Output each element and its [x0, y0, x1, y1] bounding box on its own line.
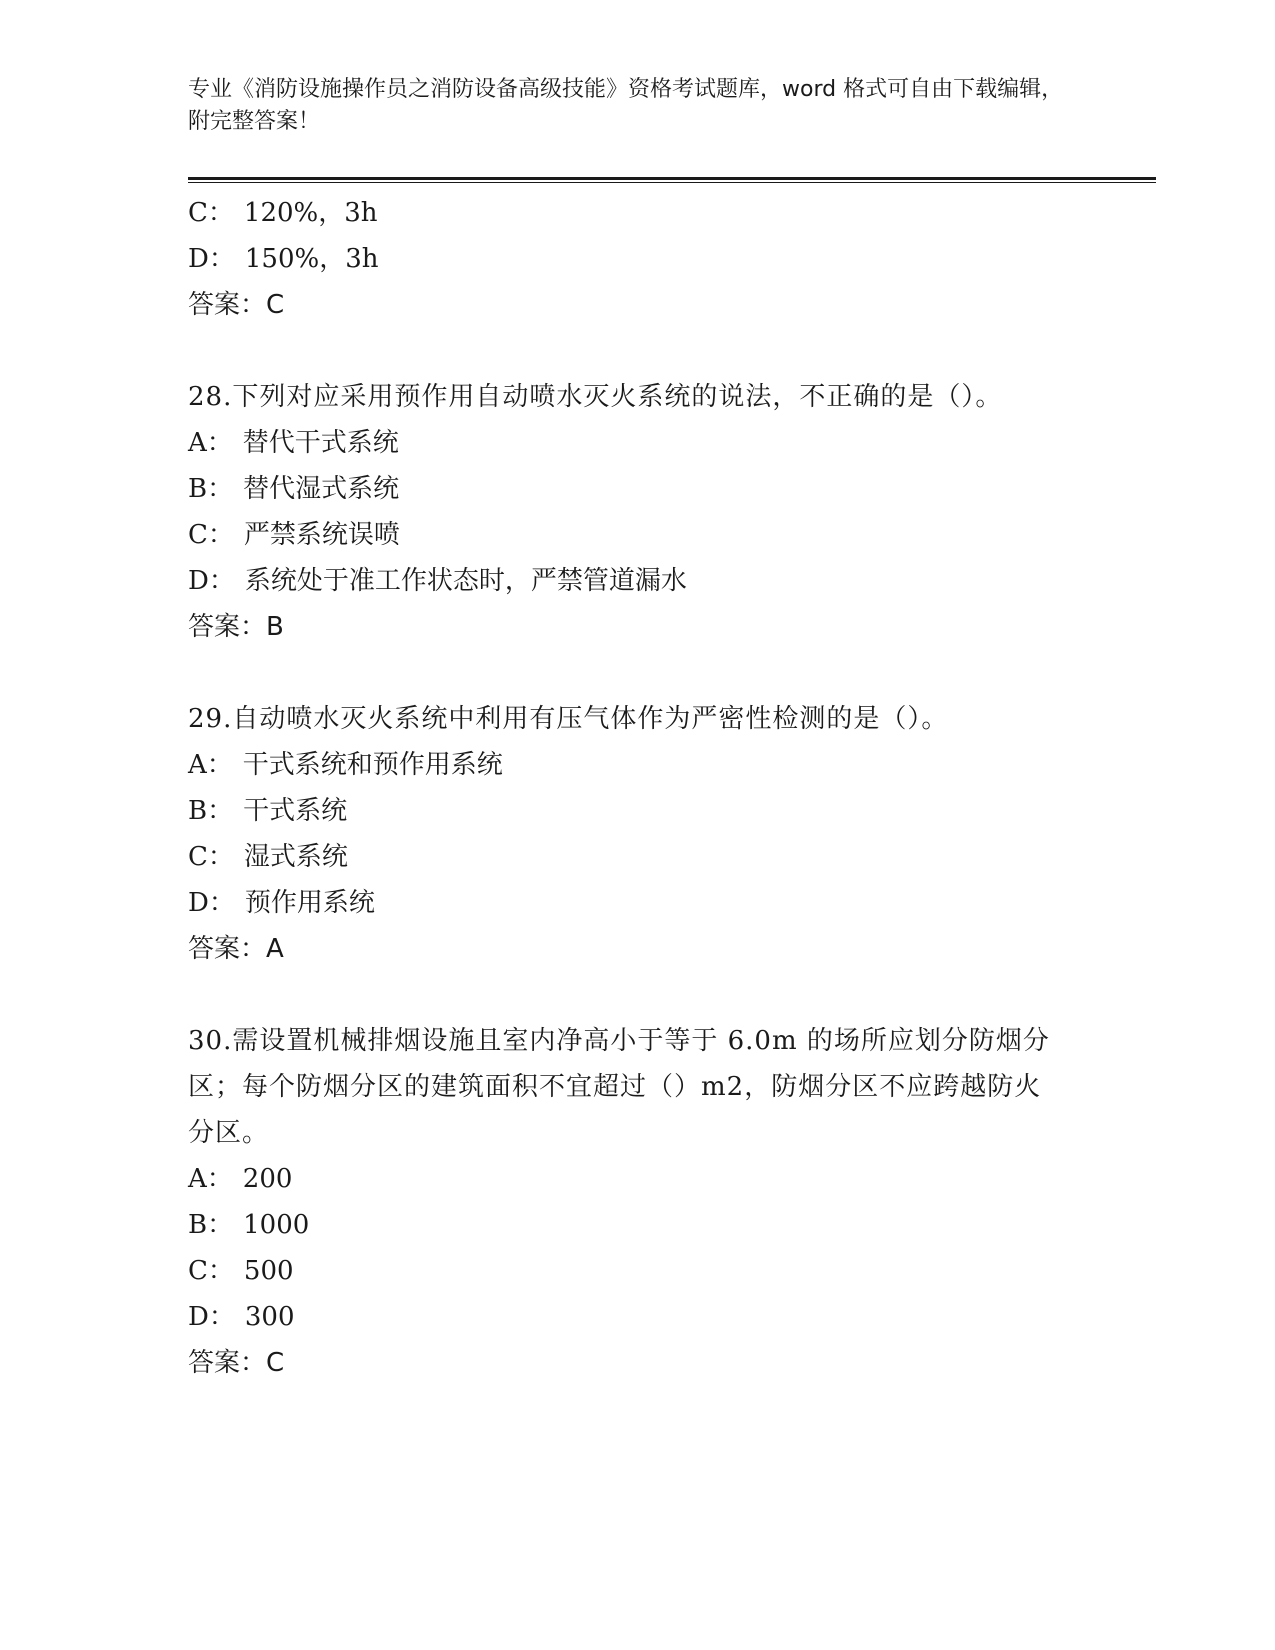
option-letter: C： [188, 842, 234, 872]
question-30 [188, 1018, 1068, 1386]
header-divider-thin [188, 182, 1156, 183]
option-a [188, 1156, 1068, 1202]
option-text: 严禁系统误喷 [243, 520, 400, 550]
answer-line: 答案：B [188, 612, 284, 642]
option-text: 湿式系统 [243, 842, 348, 872]
spacer [188, 650, 1068, 696]
option-letter: B： [188, 474, 234, 504]
option-letter: D： [188, 566, 235, 596]
header-divider-thick [188, 177, 1156, 180]
option-text: 200 [242, 1164, 293, 1194]
option-text: 预作用系统 [244, 888, 375, 918]
option-text: 120%，3h [243, 198, 378, 228]
spacer [188, 972, 1068, 1018]
option-letter: C： [188, 520, 234, 550]
option-letter: C： [188, 198, 234, 228]
option-c [188, 190, 1068, 236]
answer-line: 答案：A [188, 934, 284, 964]
option-letter: D： [188, 888, 235, 918]
option-a [188, 420, 1068, 466]
option-b [188, 788, 1068, 834]
option-letter: B： [188, 796, 234, 826]
option-letter: A： [188, 428, 233, 458]
option-text: 300 [244, 1302, 295, 1332]
option-text: 替代干式系统 [242, 428, 399, 458]
option-a [188, 742, 1068, 788]
option-letter: A： [188, 1164, 233, 1194]
option-b [188, 1202, 1068, 1248]
option-text: 干式系统和预作用系统 [242, 750, 503, 780]
option-letter: C： [188, 1256, 234, 1286]
option-letter: B： [188, 1210, 234, 1240]
option-c [188, 512, 1068, 558]
option-letter: A： [188, 750, 233, 780]
option-text: 替代湿式系统 [243, 474, 400, 504]
option-c [188, 834, 1068, 880]
option-d [188, 880, 1068, 926]
option-letter: D： [188, 1302, 235, 1332]
question-29 [188, 696, 1068, 972]
option-text: 系统处于准工作状态时，严禁管道漏水 [244, 566, 687, 596]
question-stem: 28.下列对应采用预作用自动喷水灭火系统的说法，不正确的是（）。 [188, 382, 1003, 412]
question-28 [188, 374, 1068, 650]
answer-line: 答案：C [188, 1348, 285, 1378]
option-d [188, 558, 1068, 604]
document-header: 专业《消防设施操作员之消防设备高级技能》资格考试题库，word 格式可自由下载编辑，附完整答案！ [188, 77, 1064, 134]
question-stem: 30.需设置机械排烟设施且室内净高小于等于 6.0m 的场所应划分防烟分区；每个防烟分区的建筑面积不宜超过（）m2，防烟分区不应跨越防火分区。 [188, 1026, 1050, 1148]
carryover-question [188, 190, 1068, 328]
spacer [188, 328, 1068, 374]
option-text: 500 [243, 1256, 294, 1286]
option-letter: D： [188, 244, 235, 274]
option-c [188, 1248, 1068, 1294]
option-b [188, 466, 1068, 512]
question-list [188, 190, 1068, 1386]
option-text: 150%，3h [244, 244, 379, 274]
question-stem: 29.自动喷水灭火系统中利用有压气体作为严密性检测的是（）。 [188, 704, 949, 734]
option-d [188, 236, 1068, 282]
answer-line: 答案：C [188, 290, 285, 320]
option-text: 1000 [243, 1210, 310, 1240]
option-text: 干式系统 [243, 796, 348, 826]
option-d [188, 1294, 1068, 1340]
